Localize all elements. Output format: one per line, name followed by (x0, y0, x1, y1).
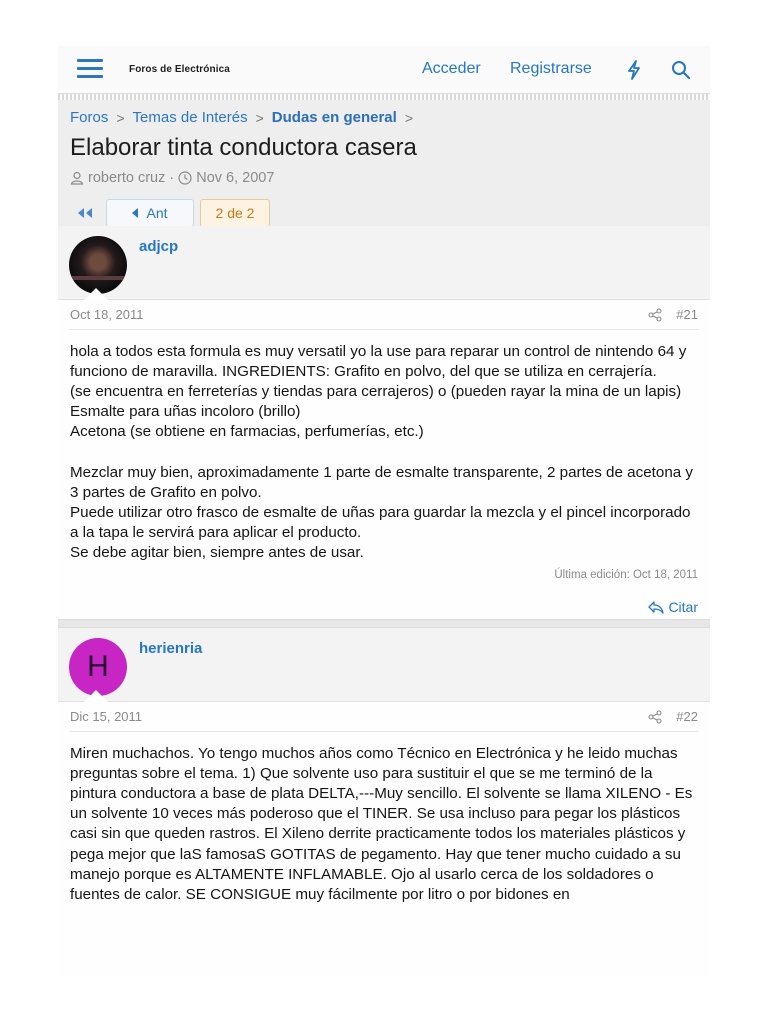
post-info-bar (70, 702, 698, 732)
last-edited-note: Última edición: Oct 18, 2011 (554, 569, 698, 582)
post-user-header (58, 226, 710, 300)
chevron-left-icon (132, 208, 138, 218)
site-logo[interactable]: Foros de Electrónica (129, 64, 230, 75)
thread-date[interactable]: Nov 6, 2007 (196, 170, 275, 186)
thread-author[interactable]: roberto cruz (88, 170, 166, 186)
top-navbar (58, 46, 710, 94)
meta-separator: · (169, 170, 175, 186)
search-icon[interactable] (671, 60, 691, 80)
post-body (58, 300, 710, 619)
double-chevron-left-icon (76, 207, 94, 219)
post-user-header (58, 628, 710, 702)
header-pointer (84, 690, 108, 702)
post-date[interactable]: Dic 15, 2011 (70, 709, 143, 725)
post-number[interactable]: #22 (676, 709, 698, 725)
first-page-button[interactable] (70, 199, 100, 227)
post-info-bar (70, 300, 698, 330)
breadcrumb-dudas[interactable]: Dudas en general (271, 109, 397, 126)
post-body (58, 702, 710, 905)
quote-label: Citar (668, 599, 698, 616)
post-message: Miren muchachos. Yo tengo muchos años como Técnico en Electrónica y he leido muchas preguntas sobre el tema. 1) Que solvente uso para sustituir el que se me terminó de la pintura conductora a base de plata DELTA,---Muy sencillo. El solvente se llama XILENO - Es un solvente 10 veces más poderoso que el TINER. Se usa incluso para pegar los plásticos casi sin que queden rastros. El Xileno derrite practicamente todos los materiales plásticos y pega mejor que laS famosaS GOTITAS de pegamento. Hay que tener mucho cuidado a su manejo porque es ALTAMENTE INFLAMABLE. Ojo al usarlo cerca de los soldadores o fuentes de calor. SE CONSIGUE muy fácilmente por litro o por bidones en (70, 745, 693, 903)
avatar[interactable]: H (69, 638, 127, 696)
post-separator (58, 619, 710, 628)
chevron-right-icon: > (404, 109, 414, 126)
breadcrumb-temas[interactable]: Temas de Interés (132, 109, 248, 126)
post-username[interactable]: herienria (139, 640, 203, 658)
current-page-button[interactable]: 2 de 2 (200, 199, 270, 227)
forum-page (58, 46, 710, 976)
quote-button[interactable] (70, 595, 698, 619)
post-username[interactable]: adjcp (139, 238, 179, 255)
breadcrumb-foros[interactable]: Foros (70, 109, 109, 126)
header-pointer (84, 288, 108, 300)
thread-meta (70, 170, 274, 186)
page-title: Elaborar tinta conductora casera (70, 134, 417, 161)
user-icon (70, 171, 84, 185)
chevron-right-icon: > (255, 109, 264, 126)
prev-page-label: Ant (146, 205, 168, 221)
chevron-right-icon: > (116, 109, 125, 126)
post-message: hola a todos esta formula es muy versatil yo la use para reparar un control de nintendo 64 y funciono de maravilla. INGREDIENTS: Grafito en polvo, del que se utiliza en cerrajería. (se encuentra en ferreterías y tiendas para cerrajeros) o (pueden rayar la mina de un lapis) Esmalte para uñas incoloro (brillo) Acetona (se obtiene en farmacias, perfumerías, etc.) Mezclar muy bien, aproximadamente 1 parte de esmalte transparente, 2 partes de acetona y 3 partes de Grafito en polvo. Puede utilizar otro frasco de esmalte de uñas para guardar la mezcla y el pincel incorporado a la tapa le servirá para aplicar el producto. Se debe agitar bien, siempre antes de usar. (70, 343, 694, 561)
clock-icon (178, 171, 192, 185)
avatar[interactable] (69, 236, 127, 294)
post-number[interactable]: #21 (676, 307, 698, 322)
menu-icon[interactable] (77, 59, 103, 79)
reply-icon (648, 600, 664, 614)
share-icon[interactable] (648, 308, 662, 322)
pagination (70, 199, 270, 227)
register-link[interactable]: Registrarse (510, 60, 592, 77)
post-21 (58, 226, 710, 619)
whats-new-bolt-icon[interactable] (626, 60, 642, 80)
prev-page-button[interactable] (106, 199, 194, 227)
share-icon[interactable] (648, 710, 662, 724)
post-22 (58, 628, 710, 905)
post-date[interactable]: Oct 18, 2011 (70, 307, 144, 322)
breadcrumb (70, 109, 413, 126)
login-link[interactable]: Acceder (422, 60, 481, 77)
